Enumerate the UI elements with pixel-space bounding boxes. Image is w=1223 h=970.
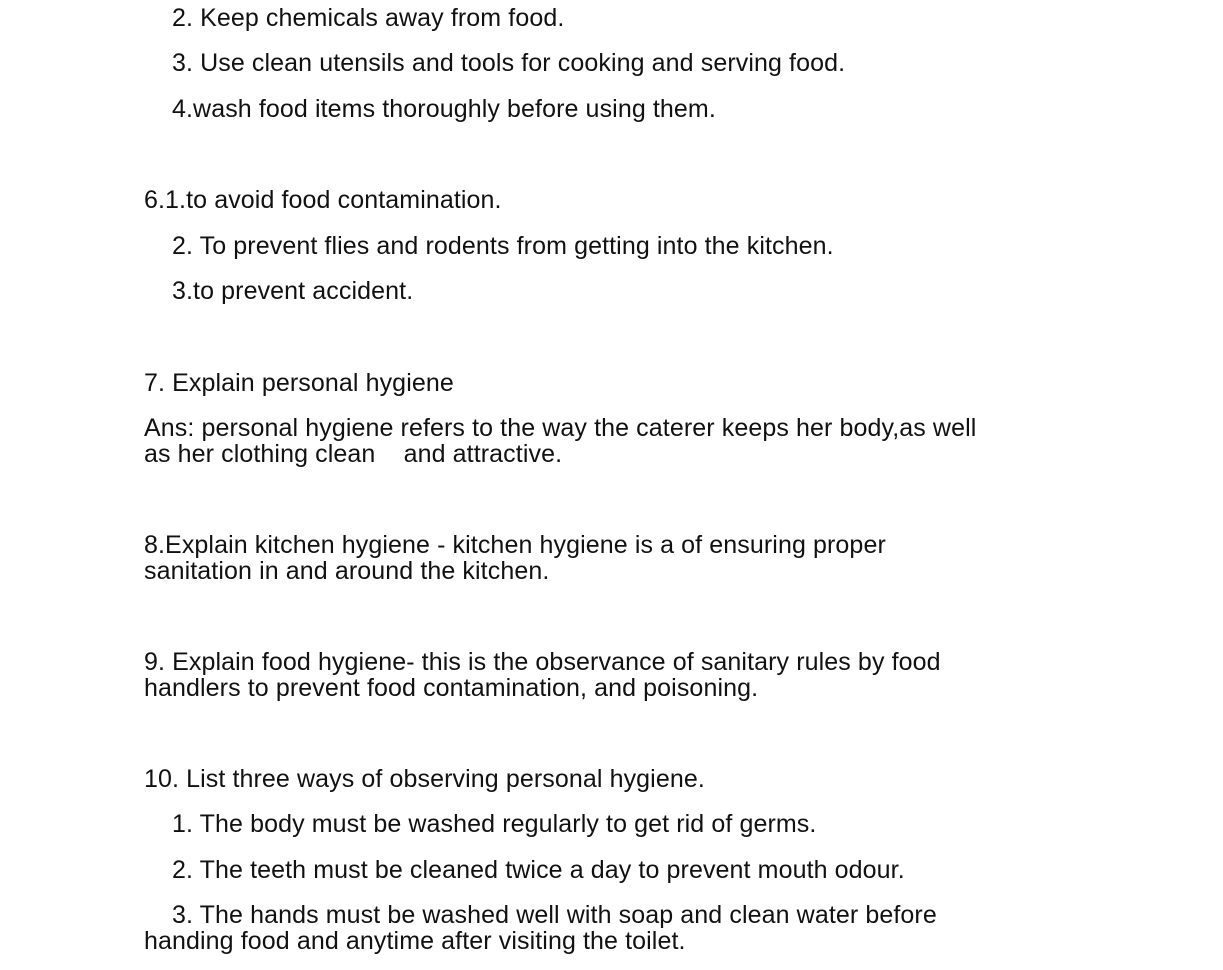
list-item: 3. Use clean utensils and tools for cooking and serving food. — [172, 49, 846, 77]
answer-line: as her clothing clean and attractive. — [144, 440, 563, 468]
answer-line: sanitation in and around the kitchen. — [144, 557, 550, 585]
question-heading: 7. Explain personal hygiene — [144, 369, 454, 397]
list-item: 2. To prevent flies and rodents from getting into the kitchen. — [172, 232, 834, 260]
answer-line: handlers to prevent food contamination, and poisoning. — [144, 674, 759, 702]
question-heading: 8.Explain kitchen hygiene - kitchen hygiene is a of ensuring proper — [144, 531, 886, 559]
answer-line: 6.1.to avoid food contamination. — [144, 186, 502, 214]
answer-line: handing food and anytime after visiting the toilet. — [144, 927, 686, 955]
list-item: 2. Keep chemicals away from food. — [172, 4, 565, 32]
list-item: 1. The body must be washed regularly to get rid of germs. — [172, 810, 817, 838]
question-heading: 9. Explain food hygiene- this is the observance of sanitary rules by food — [144, 648, 941, 676]
answer-line: Ans: personal hygiene refers to the way the caterer keeps her body,as well — [144, 414, 977, 442]
question-heading: 10. List three ways of observing personal hygiene. — [144, 765, 705, 793]
list-item: 4.wash food items thoroughly before using them. — [172, 95, 716, 123]
list-item: 3. The hands must be washed well with soap and clean water before — [172, 901, 937, 929]
list-item: 2. The teeth must be cleaned twice a day to prevent mouth odour. — [172, 856, 905, 884]
list-item: 3.to prevent accident. — [172, 277, 414, 305]
